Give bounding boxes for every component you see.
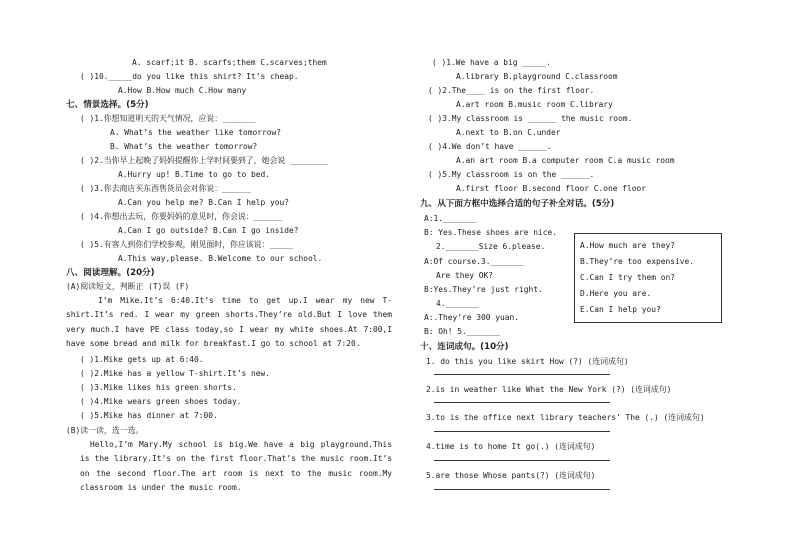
- answer-line-4[interactable]: [434, 460, 610, 461]
- s7-q4: ( )4.你想出去玩，你要妈妈的意见时，你会说：______: [80, 212, 283, 221]
- b-q3-options: A.next to B.on C.under: [456, 128, 561, 137]
- part-a-q5: ( )5.Mike has dinner at 7:00.: [80, 411, 218, 420]
- dialog-a2: 2._______Size 6.please.: [436, 242, 546, 251]
- dialog-b1: B: Yes.These shoes are nice.: [424, 228, 558, 237]
- passage-b: Hello,I’m Mary.My school is big.We have a big playground.This is the library.It’s on the first floor.That’s the music room.It’s on the second floor.The art room is next to the music room.My classroom is under the music room.: [80, 440, 392, 492]
- s7-q1-option-b: B. What’s the weather tomorrow?: [110, 142, 258, 151]
- dialog-a4-cont: A:.They’re 300 yuan.: [424, 313, 520, 322]
- b-q2-options: A.art room B.music room C.library: [456, 100, 613, 109]
- passage-a: I’m Mike.It’s 6:40.It’s time to get up.I wear my new T-shirt.It’s red. I wear my green shorts.They’re old.But I love them very much.I have PE class today,so I wear my white shoes.At 7:00,I have some bread and milk for breakfast.I go to school at 7:20.: [66, 296, 392, 348]
- q9-options: A. scarf;it B. scarfs;them C.scarves;them: [132, 58, 327, 67]
- box-option-c: C.Can I try them on?: [580, 273, 676, 282]
- box-option-d: D.Here you are.: [580, 289, 652, 298]
- answer-line-5[interactable]: [434, 489, 610, 490]
- answer-line-3[interactable]: [434, 431, 610, 432]
- s7-q3: ( )3.你去商店买东西售货员会对你说：______: [80, 184, 251, 193]
- b-q5: ( )5.My classroom is on the ______.: [428, 170, 595, 179]
- section-9-title: 九、从下面方框中选择合适的句子补全对话。(5分): [420, 199, 615, 209]
- dialog-b5: B: Oh! 5._______: [424, 327, 501, 336]
- part-a-q3: ( )3.Mike likes his green shorts.: [80, 383, 237, 392]
- b-q3: ( )3.My classroom is ______ the music room.: [428, 114, 633, 123]
- s7-q1: ( )1.你想知道明天的天气情况，应说：_______: [80, 114, 256, 123]
- answer-line-2[interactable]: [434, 402, 610, 403]
- dialog-b3: B:Yes.They’re just right.: [424, 285, 543, 294]
- dialog-a4: 4._______: [436, 299, 479, 308]
- part-a-q2: ( )2.Mike has a yellow T-shirt.It’s new.: [80, 369, 271, 378]
- section-10-title: 十、连词成句。(10分): [420, 342, 509, 352]
- dialog-a3-cont: Are they OK?: [436, 271, 494, 280]
- section-8-title: 八、阅读理解。(20分): [66, 268, 155, 278]
- q10-options: A.How B.How much C.How many: [118, 86, 247, 95]
- b-q5-options: A.first floor B.second floor C.one floor: [456, 184, 647, 193]
- words-q3: 3.to is the office next library teachers’ The (.) (连词成句): [426, 413, 705, 422]
- s7-q3-options: A.Can you help me? B.Can I help you?: [118, 198, 290, 207]
- answer-line-1[interactable]: [434, 374, 610, 375]
- words-q4: 4.time is to home It go(.) (连词成句): [426, 442, 596, 451]
- b-q4-options: A.an art room B.a computer room C.a music room: [456, 156, 675, 165]
- b-q1-options: A.library B.playground C.classroom: [456, 72, 618, 81]
- part-a-q1: ( )1.Mike gets up at 6:40.: [80, 355, 204, 364]
- box-option-a: A.How much are they?: [580, 241, 676, 250]
- s7-q5: ( )5.有客人到你们学校参观，刚见面时，你应该说：_____: [80, 240, 294, 249]
- s7-q5-options: A.This way,please. B.Welcome to our school.: [118, 254, 323, 263]
- b-q1: ( )1.We have a big _____.: [432, 58, 551, 67]
- box-option-e: E.Can I help you?: [580, 305, 661, 314]
- b-q2: ( )2.The____ is on the first floor.: [428, 86, 595, 95]
- words-q1: 1. do this you like skirt How (?) (连词成句): [426, 357, 629, 366]
- s7-q2: ( )2.当你早上起晚了妈妈提醒你上学时间要到了，她会说 ________: [80, 156, 328, 165]
- words-q2: 2.is in weather like What the New York (?) (连词成句): [426, 385, 672, 394]
- s7-q2-options: A.Hurry up! B.Time to go to bed.: [118, 170, 271, 179]
- dialog-a3: A:Of course.3._______: [424, 257, 524, 266]
- b-q4: ( )4.We don’t have ______.: [428, 142, 552, 151]
- part-b-title: (B)读一读，选一选。: [66, 426, 144, 435]
- dialog-a1: A:1._______: [424, 214, 477, 223]
- q10-question: ( )10._____do you like this shirt? It’s cheap.: [80, 72, 299, 81]
- section-7-title: 七、情景选择。(5分): [66, 100, 149, 110]
- s7-q4-options: A.Can I go outside? B.Can I go inside?: [118, 226, 299, 235]
- box-option-b: B.They’re too expensive.: [580, 257, 695, 266]
- dialog-options-box: [574, 233, 722, 323]
- part-a-q4: ( )4.Mike wears green shoes today.: [80, 397, 242, 406]
- words-q5: 5.are those Whose pants(?) (连词成句): [426, 471, 596, 480]
- part-a-title: (A)阅读短文，判断正 (T)误 (F): [66, 282, 190, 291]
- s7-q1-option-a: A. What’s the weather like tomorrow?: [110, 128, 282, 137]
